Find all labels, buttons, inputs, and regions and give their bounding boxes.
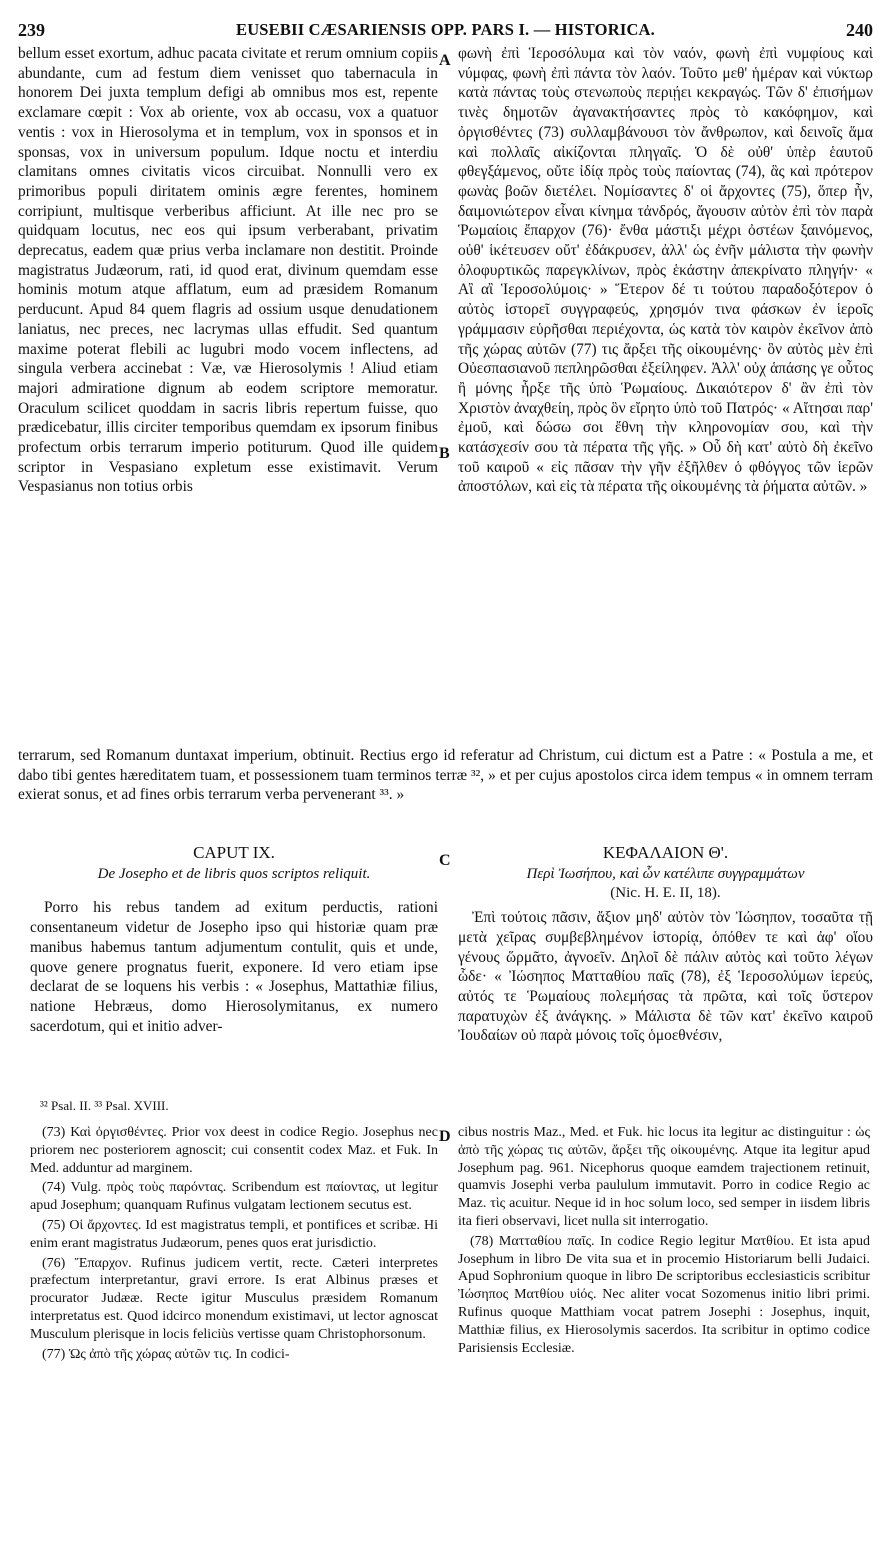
- greek-column-top: [458, 44, 873, 746]
- kephalaion-text: Ἐπὶ τούτοις πᾶσιν, ἄξιον μηδ' αὐτὸν τὸν Ἰώσηπον, τοσαῦτα τῇ μετὰ χεῖρας συμβεβλημένον ἱστορίᾳ, ὁπόθεν τε καὶ ἀφ' οἵου γένους ὥρμᾶτο, ἀγνοεῖν. Δηλοῖ δὲ πάλιν αὐτὸς καὶ τοῦτο λέγων ὧδε· « Ἰώσηπος Ματταθίου παῖς (78), ἐξ Ἱεροσολύμων ἱερεύς, αὐτός τε Ῥωμαίους πολεμήσας τὰ πρῶτα, καὶ τοῖς ὕστερον παρατυχὼν ἐξ ἀνάγκης. » Μάλιστα δὲ τῶν κατ' ἐκεῖνο καιροῦ Ἰουδαίων οὐ παρὰ μόνοις τοῖς ὁμοεθνέσιν,: [458, 909, 873, 1045]
- latin-text-full: terrarum, sed Romanum duntaxat imperium, obtinuit. Rectius ergo id referatur ad Christum, cui dictum est a Patre : « Postula a me, et dabo tibi gentes hæreditatem tuam, et possessionem tuam terminos terræ ³², » et per cujus apostolos circa idem tempus « in omnem terram exierat sonus, et ad fines orbis terrarum verba pervenerant ³³. »: [18, 747, 873, 804]
- page-number-right: 240: [846, 20, 873, 40]
- latin-text-top: bellum esset exortum, adhuc pacata civitate et rerum omnium copiis abundante, cum ad festum diem venisset quo tabernacula in honorem Dei juxta templum defigi ab omnibus mos est, repente exclamare cœpit : Vox ab oriente, vox ab occasu, vox a quatuor ventis : vox in Hierosolyma et in templum, vox in sponsos et in sponsas, vox in universum populum. Idque noctu et interdiu clamitans omnes civitatis vicos circuibat. Nonnulli vero ex primoribus populi diritatem ominis ægre ferentes, hominem corripiunt, multisque verberibus afficiunt. At ille nec pro se quidquam locutus, nec eos qui ipsum verberabant, privatim deprecatus, eadem quæ prius verba inclamare non destitit. Proinde magistratus Judæorum, rati, id quod erat, divinum quemdam esse hominis motum atque afflatum, eum ad præsidem Romanum perducunt. Apud 84 quem flagris ad ossium usque denudationem laniatus, nec preces, nec lacrymas ullas effudit. Sed quantum maxime poterat flebili ac lugubri modo vocem inflectens, ad singula verbera accinebat : Væ, væ Hierosolymis ! Aliud etiam majori admiratione dignum ab eodem scriptore memoratur. Oraculum scilicet quoddam in sacris libris repertum fuisse, quo prædicebatur, illis circiter temporibus quemdam ex ipsorum finibus profectum orbis terrarum imperio potiturum. Quod ille quidem scriptor in Vespasiano expletum esse existimavit. Verum Vespasianus non totius orbis: [18, 45, 438, 496]
- note-76: (76) Ἔπαρχον. Rufinus judicem vertit, recte. Cæteri interpretes præfectum interpretantur, gravi errore. Is erat Albinus præses et procurator Judææ. Recte igitur Musculus præsidem Romanum interpretatus est. Quod idcirco monendum existimavi, ut lector agnoscat Musculum plerisque in locis feliciùs vertisse quam Christophorsonum.: [30, 1255, 438, 1342]
- margin-marker-a: A: [439, 52, 451, 69]
- scripture-footnotes: ³² Psal. II. ³³ Psal. XVIII.: [40, 1098, 169, 1113]
- kephalaion-title: ΚΕΦΑΛΑΙΟΝ Θ'.: [602, 843, 729, 862]
- note-75: (75) Οἱ ἄρχοντες. Id est magistratus templi, et pontifices et scribæ. Hi enim erant magistratus Judæorum, penes quos erat jurisdictio.: [30, 1217, 438, 1251]
- notes-right-column: [458, 1124, 870, 1544]
- margin-marker-b: B: [439, 445, 450, 462]
- margin-marker-d: D: [439, 1128, 451, 1145]
- note-77-continued: cibus nostris Maz., Med. et Fuk. hic locus ita legitur ac distinguitur : ὡς ἀπὸ τῆς χώρας τις αὐτῶν, ἄρξει τῆς οἰκουμένης. Atque ita legitur apud Josephum pag. 961. Nicephorus quoque eamdem trajectionem retinuit, quamvis Josephi verba paululum immutavit. Porro in codice Regio ac Maz. τὶς acuitur. Neque id in hoc solum loco, sed semper in iisdem libris ita fieri observavi, licet nulla sit interrogatio.: [458, 1125, 870, 1229]
- caput-title: CAPUT IX.: [193, 843, 275, 862]
- kephalaion-column: [458, 843, 873, 1133]
- running-title: EUSEBII CÆSARIENSIS OPP. PARS I. — HISTORICA.: [235, 20, 656, 39]
- note-77: (77) Ὡς ἀπὸ τῆς χώρας αὐτῶν τις. In codici-: [42, 1346, 290, 1362]
- margin-marker-c: C: [439, 852, 451, 869]
- note-73: (73) Καὶ ὀργισθέντες. Prior vox deest in codice Regio. Josephus nec priorem nec posteriorem agnoscit; cui consentit codex Maz. et Fuk. In Med. adduntur ad marginem.: [30, 1125, 438, 1176]
- caput-column: [30, 843, 438, 1133]
- notes-left-column: [30, 1124, 438, 1544]
- latin-full-width: [18, 746, 873, 836]
- running-header: [10, 14, 881, 42]
- caput-text: Porro his rebus tandem ad exitum perductis, rationi consentaneum videtur de Josepho ipso qui historiæ quam præ manibus habemus tantum adjumentum contulit, quis et unde, quove genere prognatus fuerit, exponere. Id vero etiam ipse declarat de se loquens his verbis : « Josephus, Mattathiæ filius, natione Hebræus, domo Hierosolymitanus, ex numero sacerdotum, qui et initio adver-: [30, 899, 438, 1035]
- latin-column-top: [18, 44, 438, 746]
- page-number-left: 239: [18, 20, 45, 40]
- note-78: (78) Ματταθίου παῖς. In codice Regio legitur Ματθίου. Et ista apud Josephum in libro De vita sua et in procemio Historiarum belli Judaici. Apud Sophronium quoque in libro De scriptoribus ecclesiasticis scribitur Ἰώσηπος Ματθίου υἱός. Nec aliter vocat Sozomenus initio libri primi. Rufinus quoque Matthiam vocat patrem Josephi : Josephus, inquit, Matthiæ filius, ex Hierosolymis sacerdos. Ita scribitur in optimo codice Parisiensis Ecclesiæ.: [458, 1233, 870, 1356]
- note-74: (74) Vulg. πρὸς τοὺς παρόντας. Scribendum est παίοντας, ut legitur apud Josephum; quanquam Rufinus vulgatam lectionem secutus est.: [30, 1180, 438, 1214]
- greek-text-top: φωνὴ ἐπὶ Ἱεροσόλυμα καὶ τὸν ναόν, φωνὴ ἐπὶ νυμφίους καὶ νύμφας, φωνὴ ἐπὶ πάντα τὸν λαόν. Τοῦτο μεθ' ἡμέραν καὶ νύκτωρ κατὰ πάντας τοὺς στενωποὺς περιῄει κεκραγώς. Τῶν δ' ἐπισήμων τινὲς δημοτῶν ἀγανακτήσαντες πρὸς τὸ κακόφημον, καὶ ὀργισθέντες (73) συλλαμβάνουσι τὸν ἄνθρωπον, καὶ δεινοῖς ἅμα καὶ πολλαῖς αἰκίζονται πληγαῖς. Ὁ δὲ οὐθ' ὑπὲρ ἑαυτοῦ φθεγξάμενος, οὔτε ἰδίᾳ πρὸς τοὺς παίοντας (74), ἃς καὶ πρότερον φωνὰς βοῶν διετέλει. Νομίσαντες δ' οἱ ἄρχοντες (75), ὅπερ ἦν, δαιμονιώτερον εἶναι κίνημα τἀνδρός, ἄγουσιν αὐτὸν ἐπὶ τὸν παρὰ Ῥωμαίοις ἔπαρχον (76)· ἔνθα μάστιξι μέχρι ὀστέων ξαινόμενος, οὐθ' ἱκέτευσεν οὔτ' ἐδάκρυσεν, ἀλλ' ὡς ἐνῆν μάλιστα τὴν φωνὴν ὀλοφυρτικῶς παρεγκλίνων, πρὸς ἑκάστην ἀπεκρίνατο πληγήν· « Αἲ αἲ Ἱεροσολύμοις· » Ἕτερον δέ τι τούτου παραδοξότερον ὁ αὐτὸς ἱστορεῖ συγγραφεύς, χρησμόν τινα φάσκων ἐν ἱεροῖς γράμμασιν εὑρῆσθαι περιέχοντα, ὡς κατὰ τὸν καιρὸν ἐκεῖνον ἀπὸ τῆς χώρας αὐτῶν (77) τις ἄρξει τῆς οἰκουμένης· ὃν αὐτὸς μὲν ἐπὶ Οὐεσπασιανοῦ πεπληρῶσθαι ἐξείληφεν. Ἀλλ' οὐχ ἁπάσης γε οὗτος ἢ μόνης ἦρξε τῆς ὑπὸ Ῥωμαίους. Δικαιότερον δ' ἂν ἐπὶ τὸν Χριστὸν ἀναχθείη, πρὸς ὃν εἴρητο ὑπὸ τοῦ Πατρός· « Αἴτησαι παρ' ἐμοῦ, καὶ δώσω σοι ἔθνη τὴν κληρονομίαν σου, καὶ τὴν κατάσχεσίν σου τὰ πέρατα τῆς γῆς. » Οὗ δὴ κατ' αὐτὸ δὴ ἐκεῖνο τοῦ καιροῦ « εἰς πᾶσαν τὴν γῆν ἐξῆλθεν ὁ φθόγγος τῶν ἱερῶν ἀποστόλων, καὶ εἰς τὰ πέρατα τῆς οἰκουμένης τὰ ῥήματα αὐτῶν. »: [458, 45, 873, 496]
- kephalaion-reference: (Nic. H. E. II, 18).: [610, 885, 721, 902]
- kephalaion-subtitle: Περὶ Ἰωσήπου, καὶ ὧν κατέλιπε συγγραμμάτων: [526, 865, 805, 882]
- caput-subtitle: De Josepho et de libris quos scriptos reliquit.: [97, 865, 371, 882]
